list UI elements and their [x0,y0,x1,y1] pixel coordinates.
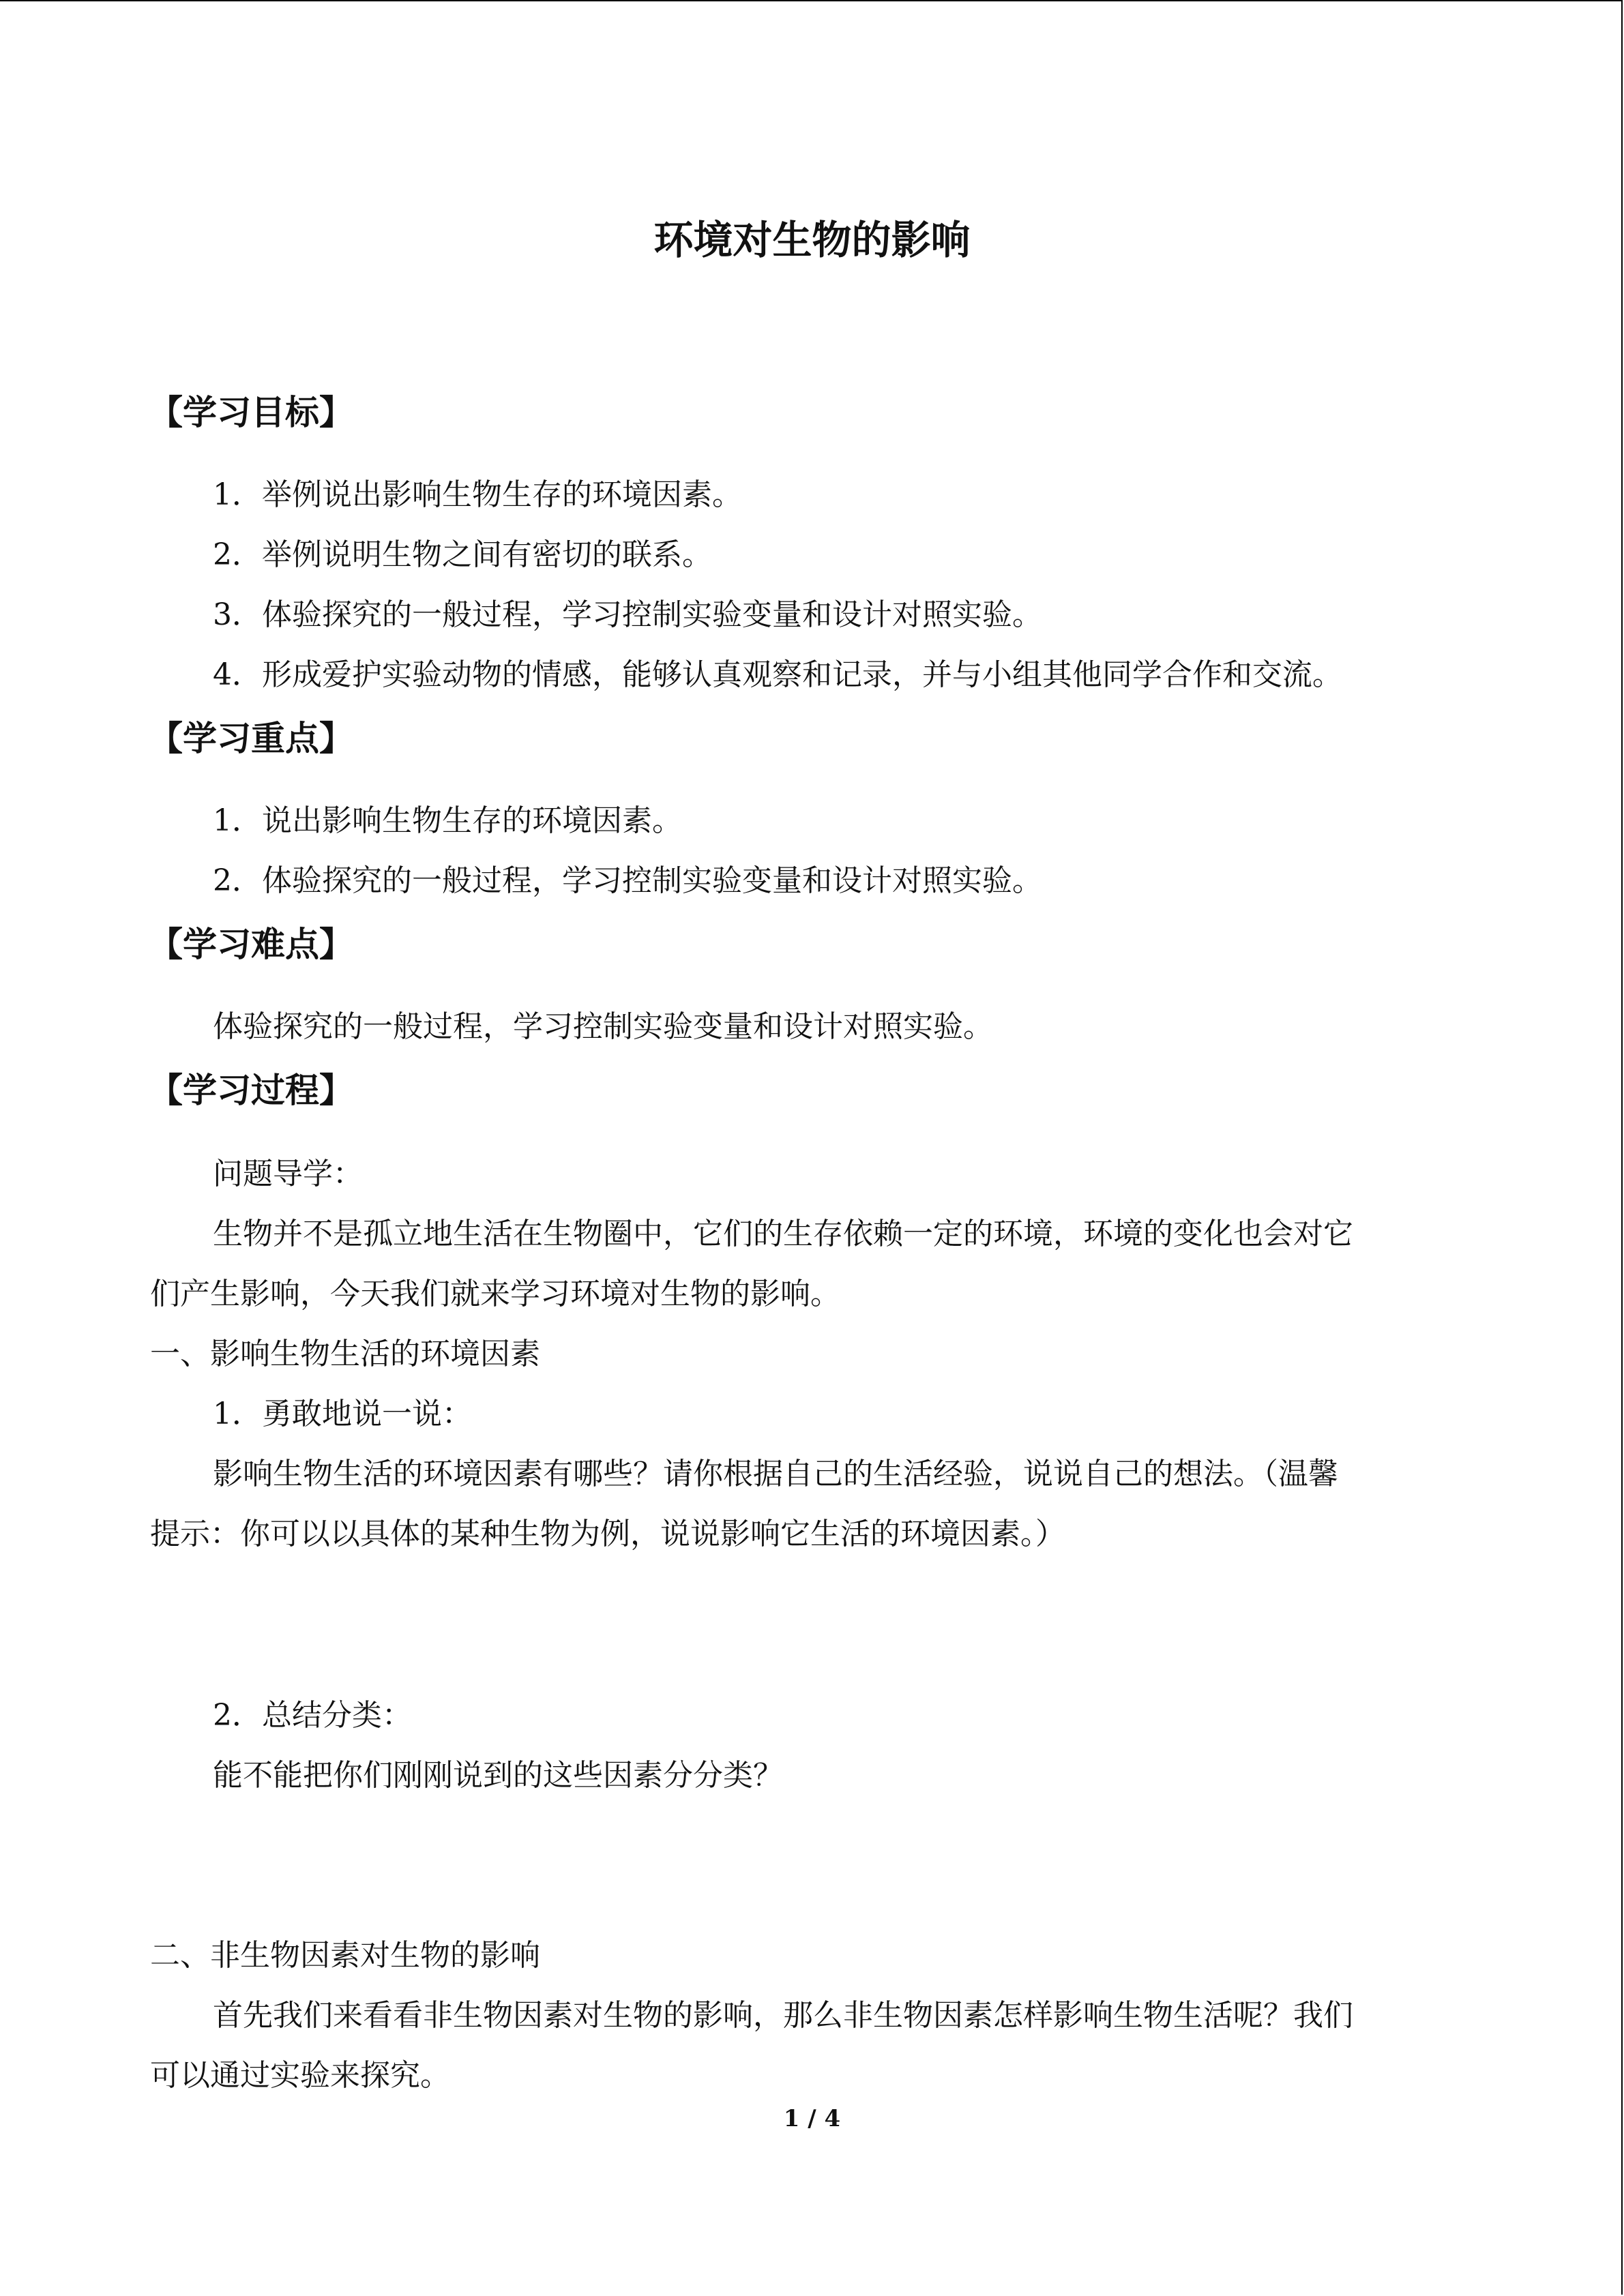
goal-item-2: 2．举例说明生物之间有密切的联系。 [213,537,712,572]
section-heading-key-points: 【学习重点】 [149,719,353,758]
process-line-5: 1．勇敢地说一说： [213,1397,472,1431]
process-line-12: 可以通过实验来探究。 [150,2058,450,2093]
process-line-8: 2．总结分类： [213,1698,412,1733]
process-line-11: 首先我们来看看非生物因素对生物的影响，那么非生物因素怎样影响生物生活呢？我们 [213,1998,1353,2033]
goal-item-1: 1．举例说出影响生物生存的环境因素。 [213,477,742,512]
process-line-6: 影响生物生活的环境因素有哪些？请你根据自己的生活经验，说说自己的想法。（温馨 [213,1457,1338,1491]
process-line-7: 提示：你可以以具体的某种生物为例，说说影响它生活的环境因素。） [150,1517,1065,1551]
process-line-1: 问题导学： [213,1157,363,1191]
key-point-item-2: 2．体验探究的一般过程，学习控制实验变量和设计对照实验。 [213,863,1042,898]
process-line-3: 们产生影响，今天我们就来学习环境对生物的影响。 [150,1277,840,1311]
subsection-heading-2: 二、非生物因素对生物的影响 [150,1938,540,1973]
section-heading-goals: 【学习目标】 [149,393,353,432]
goal-item-3: 3．体验探究的一般过程，学习控制实验变量和设计对照实验。 [213,597,1042,632]
page-title: 环境对生物的影响 [653,217,971,263]
goal-item-4: 4．形成爱护实验动物的情感，能够认真观察和记录，并与小组其他同学合作和交流。 [213,657,1342,692]
page-number: 1 / 4 [783,2105,841,2132]
subsection-heading-1: 一、影响生物生活的环境因素 [150,1337,540,1371]
process-line-9: 能不能把你们刚刚说到的这些因素分分类？ [213,1758,783,1793]
section-heading-difficulties: 【学习难点】 [149,925,353,964]
key-point-item-1: 1．说出影响生物生存的环境因素。 [213,803,682,838]
section-heading-process: 【学习过程】 [149,1071,353,1110]
difficulty-item-1: 体验探究的一般过程，学习控制实验变量和设计对照实验。 [213,1009,993,1044]
process-line-2: 生物并不是孤立地生活在生物圈中，它们的生存依赖一定的环境，环境的变化也会对它 [213,1217,1353,1251]
